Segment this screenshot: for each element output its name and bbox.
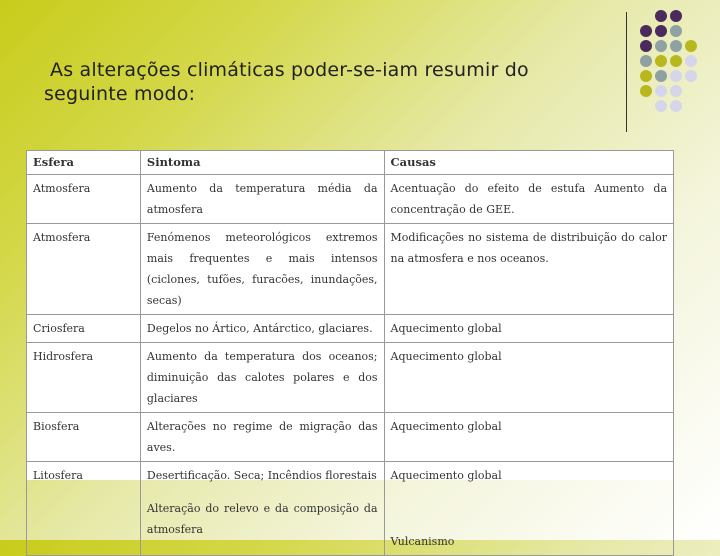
cell-sintoma-part-1: Desertificação. Seca; Incêndios florestais <box>146 469 377 482</box>
cell-esfera: Hidrosfera <box>27 343 141 413</box>
cell-sintoma: Degelos no Ártico, Antárctico, glaciares. <box>140 315 384 343</box>
cell-sintoma <box>140 462 384 556</box>
decorative-dot <box>655 70 667 82</box>
decorative-dot <box>670 70 682 82</box>
cell-sintoma: Alterações no regime de migração das aves. <box>140 413 384 462</box>
header-causas: Causas <box>384 151 673 175</box>
cell-sintoma-part-2: Alteração do relevo e da composição da atmosfera <box>146 502 378 536</box>
decorative-dot <box>685 70 697 82</box>
cell-esfera: Atmosfera <box>27 224 141 315</box>
climate-table <box>26 150 674 556</box>
decorative-dot <box>655 85 667 97</box>
cell-causas: Aquecimento global <box>384 343 673 413</box>
table-row <box>27 224 674 315</box>
slide-title-line-2: seguinte modo: <box>44 83 196 105</box>
decorative-dot <box>655 25 667 37</box>
cell-causas: Modificações no sistema de distribuição do calor na atmosfera e nos oceanos. <box>384 224 673 315</box>
cell-causas: Aquecimento global <box>384 413 673 462</box>
decorative-dot <box>640 55 652 67</box>
decorative-dot <box>670 55 682 67</box>
slide-title-line-1: As alterações climáticas poder-se-iam resumir do <box>50 59 529 81</box>
decorative-dot <box>670 85 682 97</box>
cell-esfera: Criosfera <box>27 315 141 343</box>
decorative-vertical-line <box>626 12 627 132</box>
cell-causas-part-2: Vulcanismo <box>390 535 455 548</box>
decorative-dot <box>640 40 652 52</box>
cell-causas: Aquecimento global <box>384 315 673 343</box>
decorative-dot <box>670 100 682 112</box>
header-esfera: Esfera <box>27 151 141 175</box>
decorative-dot <box>640 70 652 82</box>
decorative-dot <box>685 40 697 52</box>
slide-title <box>44 58 564 106</box>
cell-sintoma: Aumento da temperatura dos oceanos; diminuição das calotes polares e dos glaciares <box>140 343 384 413</box>
cell-causas-part-1: Aquecimento global <box>390 469 502 482</box>
climate-table-container <box>26 150 674 548</box>
cell-sintoma: Fenómenos meteorológicos extremos mais frequentes e mais intensos (ciclones, tufões, furacões, inundações, secas) <box>140 224 384 315</box>
decorative-dot <box>670 10 682 22</box>
cell-causas: Acentuação do efeito de estufa Aumento da concentração de GEE. <box>384 175 673 224</box>
decorative-dot <box>655 40 667 52</box>
table-row <box>27 175 674 224</box>
table-row <box>27 315 674 343</box>
decorative-dot <box>640 25 652 37</box>
decorative-dot <box>685 55 697 67</box>
cell-esfera: Litosfera <box>27 462 141 556</box>
decorative-dot <box>655 10 667 22</box>
decorative-dot <box>670 40 682 52</box>
cell-causas <box>384 462 673 556</box>
decorative-dot <box>640 85 652 97</box>
table-row <box>27 462 674 556</box>
header-sintoma: Sintoma <box>140 151 384 175</box>
decorative-dot-grid <box>640 10 720 120</box>
table-row <box>27 343 674 413</box>
table-row <box>27 413 674 462</box>
cell-esfera: Atmosfera <box>27 175 141 224</box>
decorative-dot <box>670 25 682 37</box>
decorative-dot <box>655 100 667 112</box>
decorative-dot <box>655 55 667 67</box>
cell-esfera: Biosfera <box>27 413 141 462</box>
table-header-row <box>27 151 674 175</box>
cell-sintoma: Aumento da temperatura média da atmosfera <box>140 175 384 224</box>
